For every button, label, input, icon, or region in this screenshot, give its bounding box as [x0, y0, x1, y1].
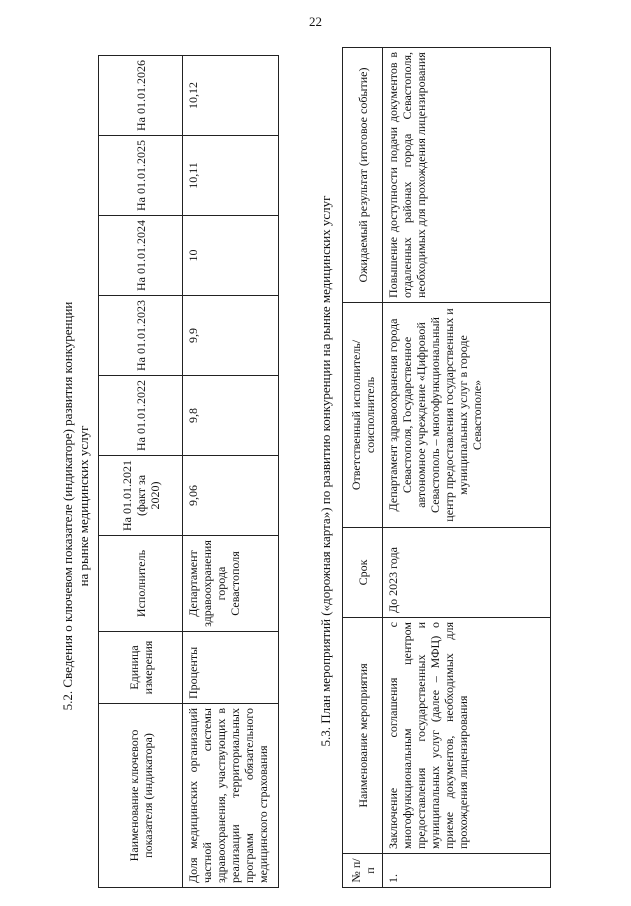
cell-2025: 10,11: [183, 136, 279, 216]
roadmap-table-header-row: [343, 48, 383, 888]
header-2025: На 01.01.2025: [99, 136, 183, 216]
header-2023: На 01.01.2023: [99, 296, 183, 376]
cell-2024: 10: [183, 216, 279, 296]
cell-measure: Заключение соглашения с многофункциональным центром предоставления государственных и муниципальных услуг (далее – МФЦ) о приеме документов, необходимых для прохождения лицензирования: [383, 618, 551, 854]
header-unit: Единица измерения: [99, 632, 183, 704]
section-53-title: 5.3. План мероприятий («дорожная карта») по развитию конкуренции на рынке медицинских услуг: [318, 195, 333, 747]
header-indicator-name: Наименование ключевого показателя (индикатора): [99, 704, 183, 888]
header-2021: На 01.01.2021 (факт за 2020): [99, 456, 183, 536]
cell-2021: 9,06: [183, 456, 279, 536]
cell-result: Повышение доступности подачи документов в отдаленных районах города Севастополя, необходимых для прохождения лицензирования: [383, 48, 551, 303]
header-2026: На 01.01.2026: [99, 56, 183, 136]
header-num: № п/п: [343, 854, 383, 888]
cell-responsible: Департамент здравоохранения города Севастополя, Государственное автономное учреждение «Цифровой Севастополь – многофункциональный центр предоставления государственных и муниципальных услуг в городе Севастополе»: [383, 303, 551, 528]
cell-num: 1.: [383, 854, 551, 888]
indicator-table: [98, 55, 279, 888]
page-number: 22: [309, 14, 322, 29]
header-2024: На 01.01.2024: [99, 216, 183, 296]
cell-term: До 2023 года: [383, 528, 551, 618]
indicator-table-header-row: [99, 56, 183, 888]
rotated-page-content: [40, 36, 600, 906]
cell-2023: 9,9: [183, 296, 279, 376]
header-responsible: Ответственный исполнитель/ соисполнитель: [343, 303, 383, 528]
cell-2022: 9,8: [183, 376, 279, 456]
roadmap-table-row: [383, 48, 551, 888]
section-52-title: [60, 106, 92, 906]
section-52-title-line1: 5.2. Сведения о ключевом показателе (индикаторе) развития конкуренции: [60, 301, 75, 711]
cell-unit: Проценты: [183, 632, 279, 704]
cell-indicator-name: Доля медицинских организаций частной системы здравоохранения, участвующих в реализации территориальных программ обязательного медицинского страхования: [183, 704, 279, 888]
header-executor: Исполнитель: [99, 536, 183, 632]
section-52-title-line2: на рынке медицинских услуг: [76, 425, 91, 587]
header-term: Срок: [343, 528, 383, 618]
header-measure: Наименование мероприятия: [343, 618, 383, 854]
cell-executor: Департамент здравоохранения города Севастополя: [183, 536, 279, 632]
indicator-table-row: [183, 56, 279, 888]
header-2022: На 01.01.2022: [99, 376, 183, 456]
header-result: Ожидаемый результат (итоговое событие): [343, 48, 383, 303]
roadmap-table: [342, 47, 551, 888]
cell-2026: 10,12: [183, 56, 279, 136]
